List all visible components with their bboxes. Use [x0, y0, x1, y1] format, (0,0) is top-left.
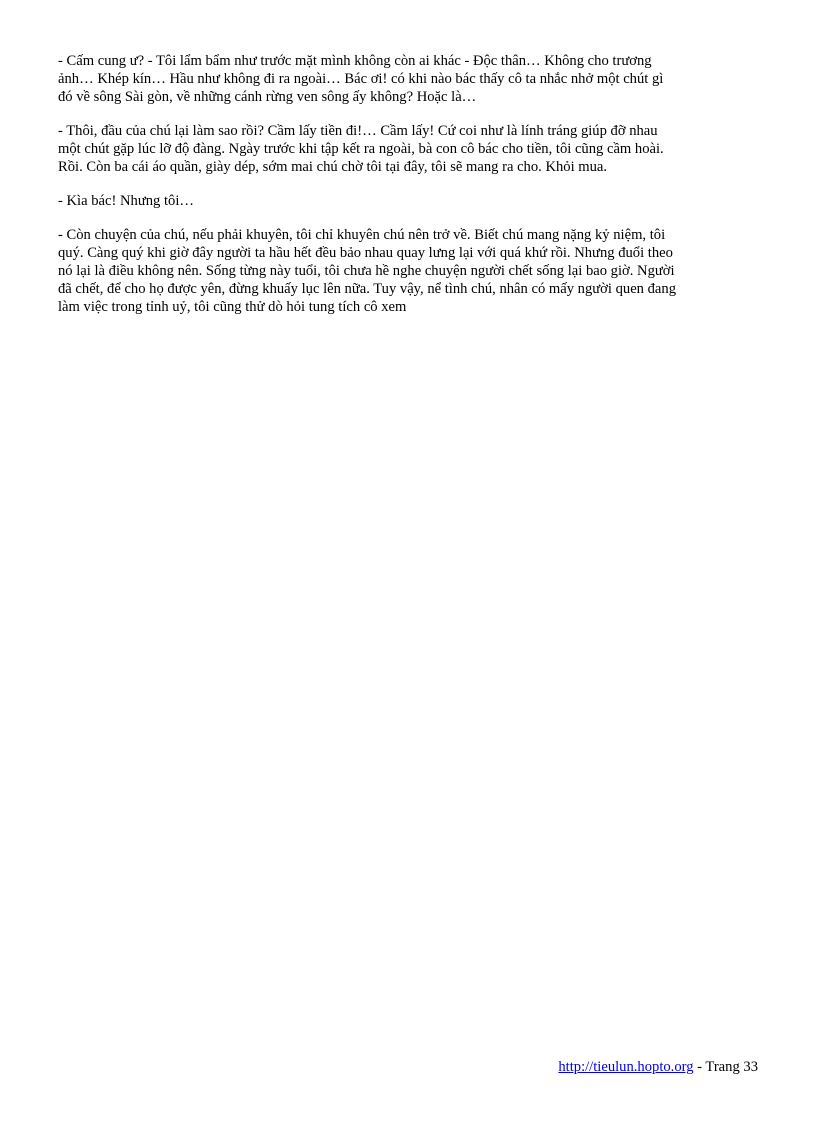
text-line: ảnh… Khép kín… Hầu như không đi ra ngoài… Bác ơi! có khi nào bác thấy cô ta nhắc nhở một chút gì	[58, 71, 664, 87]
text-line: - Thôi, đầu của chú lại làm sao rồi? Cầm lấy tiền đi!… Cầm lấy! Cứ coi như là lính tráng giúp đỡ nhau	[58, 123, 658, 139]
paragraph-4	[58, 226, 770, 316]
text-line: - Cấm cung ư? - Tôi lẩm bẩm như trước mặt mình không còn ai khác - Độc thân… Không cho trương	[58, 53, 652, 69]
text-line: đã chết, để cho họ được yên, đừng khuấy lục lên nữa. Tuy vậy, nể tình chú, nhân có mấy người quen đang	[58, 281, 676, 297]
page-number: Trang 33	[705, 1059, 758, 1075]
paragraph-1	[58, 52, 770, 106]
site-link[interactable]: http://tieulun.hopto.org	[558, 1059, 694, 1075]
text-line: đó về sông Sài gòn, về những cánh rừng ven sông ấy không? Hoặc là…	[58, 89, 477, 105]
footer-separator: -	[693, 1059, 706, 1075]
page-footer	[558, 1058, 758, 1076]
text-line: nó lại là điều không nên. Sống từng này tuổi, tôi chưa hề nghe chuyện người chết sống lại bao giờ. Người	[58, 263, 675, 279]
text-line: làm việc trong tỉnh uỷ, tôi cũng thử dò hỏi tung tích cô xem	[58, 299, 407, 315]
text-line: - Còn chuyện của chú, nếu phải khuyên, tôi chỉ khuyên chú nên trở về. Biết chú mang nặng kỷ niệm, tôi	[58, 227, 666, 243]
text-line: một chút gặp lúc lỡ độ đàng. Ngày trước khi tập kết ra ngoài, bà con cô bác cho tiền, tôi cũng cầm hoài.	[58, 141, 664, 157]
text-line: quý. Càng quý khi giờ đây người ta hầu hết đều bảo nhau quay lưng lại với quá khứ rồi. Nhưng đuổi theo	[58, 245, 673, 261]
text-line: Rồi. Còn ba cái áo quần, giày dép, sớm mai chú chờ tôi tại đây, tôi sẽ mang ra cho. Khỏi mua.	[58, 159, 608, 175]
text-line: - Kìa bác! Nhưng tôi…	[58, 193, 194, 209]
paragraph-3	[58, 192, 770, 210]
document-body	[58, 52, 770, 332]
paragraph-2	[58, 122, 770, 176]
